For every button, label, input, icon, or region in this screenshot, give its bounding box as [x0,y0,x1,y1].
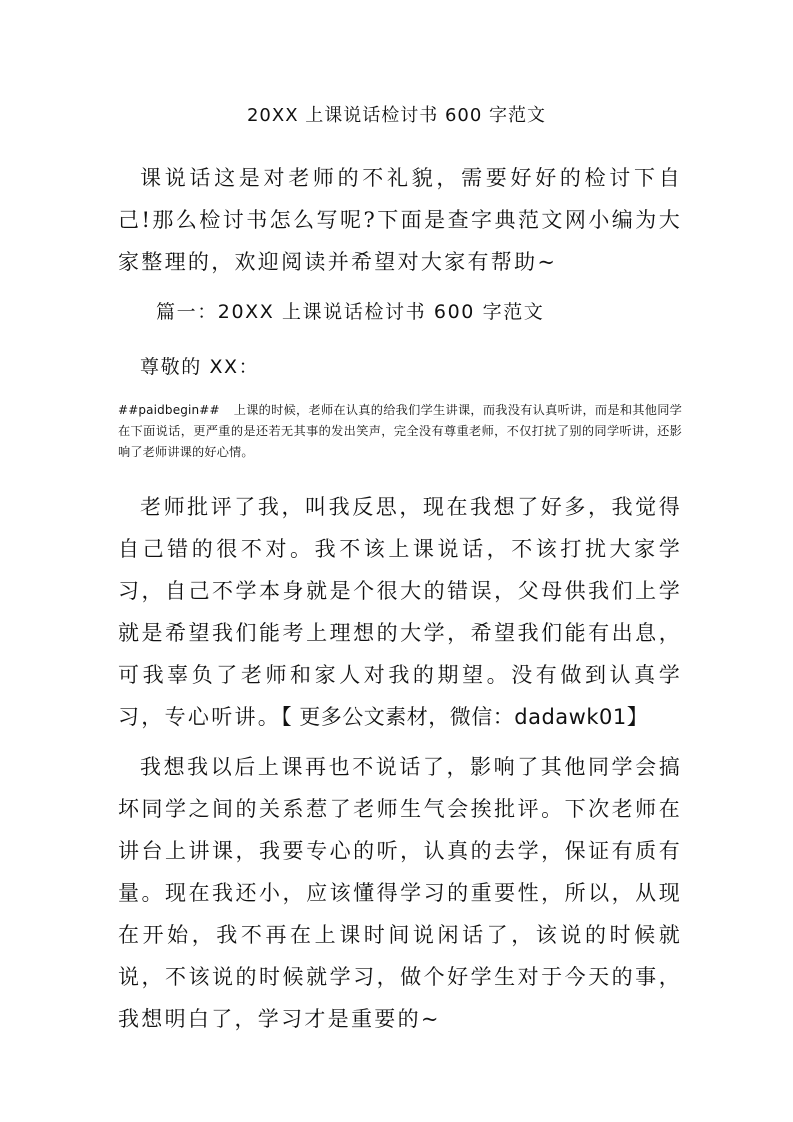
section-heading: 篇一：20XX 上课说话检讨书 600 字范文 [156,301,545,323]
paid-marker: ##paidbegin## [118,403,220,417]
small-print-paragraph [118,400,682,463]
intro-paragraph: 课说话这是对老师的不礼貌，需要好好的检讨下自己!那么检讨书怎么写呢?下面是查字典范文网小编为大家整理的，欢迎阅读并希望对大家有帮助~ [118,166,682,274]
body-paragraph-1-text: 老师批评了我，叫我反思，现在我想了好多，我觉得自己错的很不对。我不该上课说话，不该打扰大家学习，自己不学本身就是个很大的错误，父母供我们上学就是希望我们能考上理想的大学，希望我们能有出息，可我辜负了老师和家人对我的期望。没有做到认真学习，专心听讲。 [118,495,682,729]
body-paragraph-2: 我想我以后上课再也不说话了，影响了其他同学会搞坏同学之间的关系惹了老师生气会挨批评。下次老师在讲台上讲课，我要专心的听，认真的去学，保证有质有量。现在我还小，应该懂得学习的重要性，所以，从现在开始，我不再在上课时间说闲话了，该说的时候就说，不该说的时候就学习，做个好学生对于今天的事，我想明白了，学习才是重要的~ [118,755,682,1031]
salutation: 尊敬的 XX： [140,356,260,378]
small-print-text: 上课的时候，老师在认真的给我们学生讲课，而我没有认真听讲，而是和其他同学在下面说话，更严重的是还若无其事的发出笑声，完全没有尊重老师，不仅打扰了别的同学听讲，还影响了老师讲课的好心情。 [118,403,682,459]
document-title: 20XX 上课说话检讨书 600 字范文 [246,105,547,126]
ad-note: 【 更多公文素材，微信：dadawk01】 [281,705,649,729]
body-paragraph-1 [118,486,682,738]
